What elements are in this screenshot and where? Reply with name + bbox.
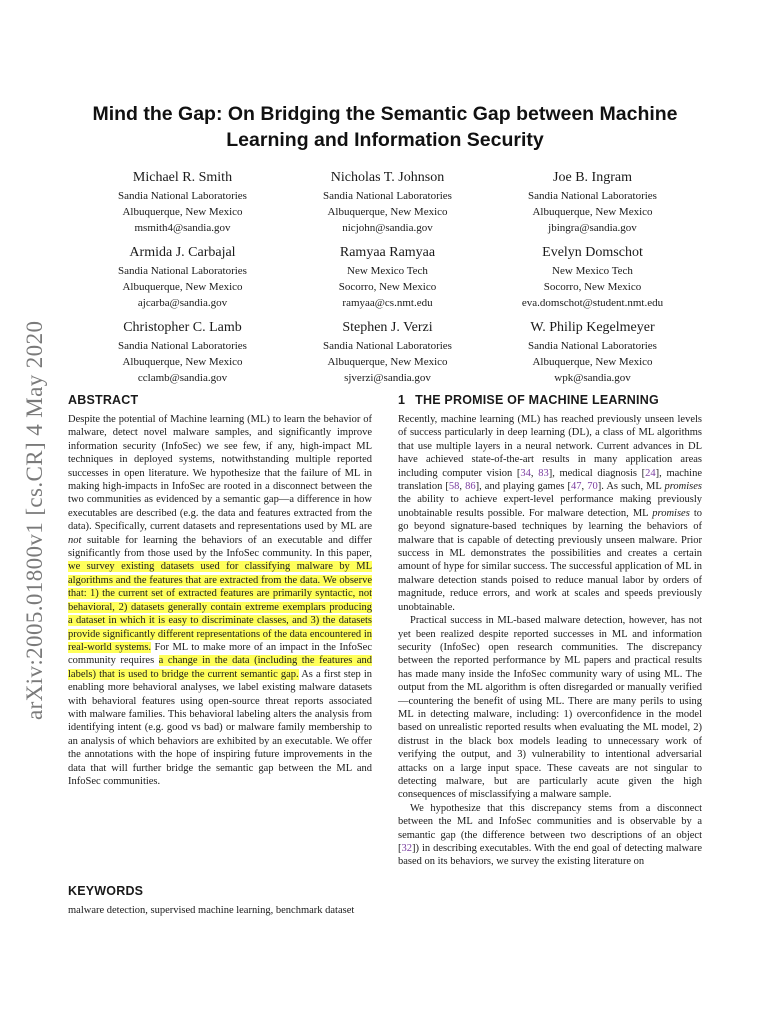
author-name: Joe B. Ingram bbox=[553, 170, 632, 185]
paragraph-emphasis: promises bbox=[652, 507, 690, 519]
keywords-text: malware detection, supervised machine learning, benchmark dataset bbox=[68, 905, 355, 916]
author-email: sjverzi@sandia.gov bbox=[344, 372, 431, 384]
author-email: msmith4@sandia.gov bbox=[134, 222, 231, 234]
abstract-text-part: suitable for learning the behaviors of an executable and differ significantly from those used by the InfoSec community. In this paper, bbox=[68, 534, 372, 560]
author-name: W. Philip Kegelmeyer bbox=[530, 320, 655, 335]
author-location: Albuquerque, New Mexico bbox=[327, 356, 448, 368]
author-email: ajcarba@sandia.gov bbox=[137, 297, 228, 309]
citation-link[interactable]: 32 bbox=[401, 843, 412, 854]
author-affiliation: Sandia National Laboratories bbox=[323, 340, 452, 352]
author-block bbox=[490, 243, 695, 318]
author-name: Stephen J. Verzi bbox=[342, 320, 433, 335]
author-name: Evelyn Domschot bbox=[542, 245, 643, 260]
author-affiliation: Sandia National Laboratories bbox=[528, 190, 657, 202]
author-email: eva.domschot@student.nmt.edu bbox=[521, 297, 664, 309]
author-block bbox=[80, 168, 285, 243]
author-location: Socorro, New Mexico bbox=[338, 281, 437, 293]
abstract-emphasis: not bbox=[68, 534, 82, 546]
author-name: Ramyaa Ramyaa bbox=[339, 245, 436, 260]
citation-link[interactable]: 83 bbox=[538, 467, 549, 479]
author-block bbox=[285, 243, 490, 318]
paragraph-text: ]. As such, ML bbox=[597, 481, 665, 493]
arxiv-identifier-stamp bbox=[14, 270, 58, 720]
section-paragraph bbox=[398, 413, 702, 614]
paragraph-text: ]) in describing executables. With the end goal of detecting malware based on its behaviors, we survey the existing literature on bbox=[398, 843, 702, 868]
paragraph-text: , bbox=[530, 467, 539, 479]
author-email: cclamb@sandia.gov bbox=[137, 372, 228, 384]
paragraph-text: the ability to achieve expert-level performance making previously unobtainable results possible. For malware detection, ML bbox=[398, 494, 702, 519]
author-block bbox=[285, 168, 490, 243]
author-name: Christopher C. Lamb bbox=[123, 320, 242, 335]
abstract-heading: ABSTRACT bbox=[68, 393, 139, 407]
author-affiliation: Sandia National Laboratories bbox=[118, 265, 247, 277]
author-location: Albuquerque, New Mexico bbox=[532, 356, 653, 368]
abstract-highlight: a change in the data (including the features and labels) that is used to bridge the current semantic gap. bbox=[68, 655, 372, 680]
author-list bbox=[80, 168, 700, 393]
right-column bbox=[398, 393, 702, 869]
section-paragraph bbox=[398, 802, 702, 869]
abstract-text-part: As a first step in enabling more behavioral analyses, we label existing malware datasets with behavioral features using open-source threat reports associated with malware families. This behavioral labeling alters the analysis from identifying intent (e.g. good vs bad) or malware family membership to an analysis of which behaviors are exhibited by an executable. We offer the annotations with the hope of inspiring future improvements in the data that will further bridge the semantic gap between the ML and InfoSec communities. bbox=[68, 668, 373, 787]
paragraph-text: , bbox=[459, 481, 466, 493]
abstract-text bbox=[68, 413, 372, 788]
section-paragraph: Practical success in ML-based malware detection, however, has not yet been realized despite reported successes in ML and information security (InfoSec) open research communities. The discrepancy between the reported performance by ML papers and practical results has made many inside the InfoSec community wary of using ML. The output from the ML algorithm is often disregarded or manually verified—countering the benefit of using ML. There are many perils to using ML in detecting malware, including: 1) overconfidence in the model based on unrealistic reported results when evaluating the ML model, 2) distrust in the black box models leading to unnecessary work of verifying the output, and 3) vulnerability to intentional adversarial attacks on a large input space. These caveats are not singular to detecting malware, but are particularly acute given the high consequences of misclassifying a malware sample. bbox=[398, 615, 702, 801]
author-affiliation: Sandia National Laboratories bbox=[118, 340, 247, 352]
citation-link[interactable]: 24 bbox=[645, 467, 656, 479]
author-block bbox=[285, 318, 490, 393]
paragraph-text: ], and playing games [ bbox=[475, 481, 572, 493]
author-name: Nicholas T. Johnson bbox=[330, 170, 445, 185]
author-affiliation: Sandia National Laboratories bbox=[323, 190, 452, 202]
arxiv-identifier: arXiv:2005.01800v1 [cs.CR] 4 May 2020 bbox=[22, 320, 47, 720]
paragraph-text: We hypothesize that this discrepancy stems from a disconnect between the ML and InfoSec communities and is observable by a semantic gap (the difference between two descriptions of an object [ bbox=[398, 802, 702, 854]
author-email: nicjohn@sandia.gov bbox=[342, 222, 433, 234]
author-affiliation: Sandia National Laboratories bbox=[528, 340, 657, 352]
author-affiliation: Sandia National Laboratories bbox=[118, 190, 247, 202]
paragraph-text: , bbox=[581, 481, 588, 493]
author-location: Albuquerque, New Mexico bbox=[122, 206, 243, 218]
abstract-text-part: For ML to make more of an impact in the InfoSec community requires bbox=[68, 641, 372, 667]
author-affiliation: New Mexico Tech bbox=[347, 265, 428, 277]
citation-link[interactable]: 34 bbox=[520, 467, 531, 479]
keywords-block bbox=[68, 884, 372, 917]
section-heading bbox=[398, 393, 702, 407]
abstract-highlight: we survey existing datasets used for classifying malware by ML algorithms and the features that are extracted from the data. We observe that: 1) the current set of extracted features are primarily syntactic, not behavioral, 2) datasets generally contain extreme exemplars producing a dataset in which it is easy to discriminate classes, and 3) the datasets provide significantly different representations of the data encountered in real-world systems. bbox=[68, 561, 372, 653]
author-email: ramyaa@cs.nmt.edu bbox=[342, 297, 433, 309]
author-affiliation: New Mexico Tech bbox=[552, 265, 633, 277]
paragraph-text: ], machine translation [ bbox=[398, 467, 703, 493]
author-block bbox=[490, 318, 695, 393]
citation-link[interactable]: 86 bbox=[465, 481, 476, 493]
author-email: jbingra@sandia.gov bbox=[548, 222, 637, 234]
author-name: Armida J. Carbajal bbox=[129, 245, 236, 260]
author-block bbox=[490, 168, 695, 243]
paper-title: Mind the Gap: On Bridging the Semantic Gap between Machine Learning and Information Security bbox=[92, 103, 678, 151]
paragraph-emphasis: promises bbox=[664, 481, 702, 493]
paragraph-text: ], medical diagnosis [ bbox=[548, 467, 646, 479]
section-number: 1 bbox=[398, 393, 406, 407]
author-block bbox=[80, 243, 285, 318]
left-column bbox=[68, 393, 372, 788]
author-name: Michael R. Smith bbox=[132, 170, 233, 185]
author-location: Albuquerque, New Mexico bbox=[327, 206, 448, 218]
abstract-text-part: Despite the potential of Machine learning (ML) to learn the behavior of malware, detect novel malware samples, and significantly improve information security (InfoSec) we see few, if any, high-impact ML techniques in deployed systems, notwithstanding multiple reported successes in open literature. We hypothesize that the failure of ML in making high-impacts in InfoSec are rooted in a disconnect between the two communities as evidenced by a semantic gap—a difference in how executables are described (e.g. the data and features extracted from the data). Specifically, current datasets and representations used by ML are bbox=[68, 414, 372, 533]
keywords-heading: KEYWORDS bbox=[68, 884, 144, 898]
author-location: Socorro, New Mexico bbox=[543, 281, 642, 293]
author-location: Albuquerque, New Mexico bbox=[122, 356, 243, 368]
citation-link[interactable]: 70 bbox=[587, 481, 598, 493]
citation-link[interactable]: 47 bbox=[571, 481, 582, 493]
paragraph-text: to go beyond signature-based techniques by learning the behaviors of malware that is capable of detecting previously unseen malware. Prior success in ML demonstrates the possibilities and creates a certain amount of hype for similar success. The successful application of ML in malware detection stands poised to reduce manual labor by orders of magnitude, reduce errors, and work at scales and speeds previously unobtainable. bbox=[398, 507, 702, 613]
citation-link[interactable]: 58 bbox=[448, 481, 460, 493]
paragraph-text: Recently, machine learning (ML) has reached previously unseen levels of success particularly in deep learning (DL), a class of ML algorithms that use multiple layers in a neural network. Current advances in DL have achieved state-of-the-art results in many application areas including computer vision [ bbox=[398, 414, 702, 479]
author-location: Albuquerque, New Mexico bbox=[122, 281, 243, 293]
author-block bbox=[80, 318, 285, 393]
section-title: THE PROMISE OF MACHINE LEARNING bbox=[415, 393, 659, 407]
author-email: wpk@sandia.gov bbox=[554, 372, 631, 384]
author-location: Albuquerque, New Mexico bbox=[532, 206, 653, 218]
